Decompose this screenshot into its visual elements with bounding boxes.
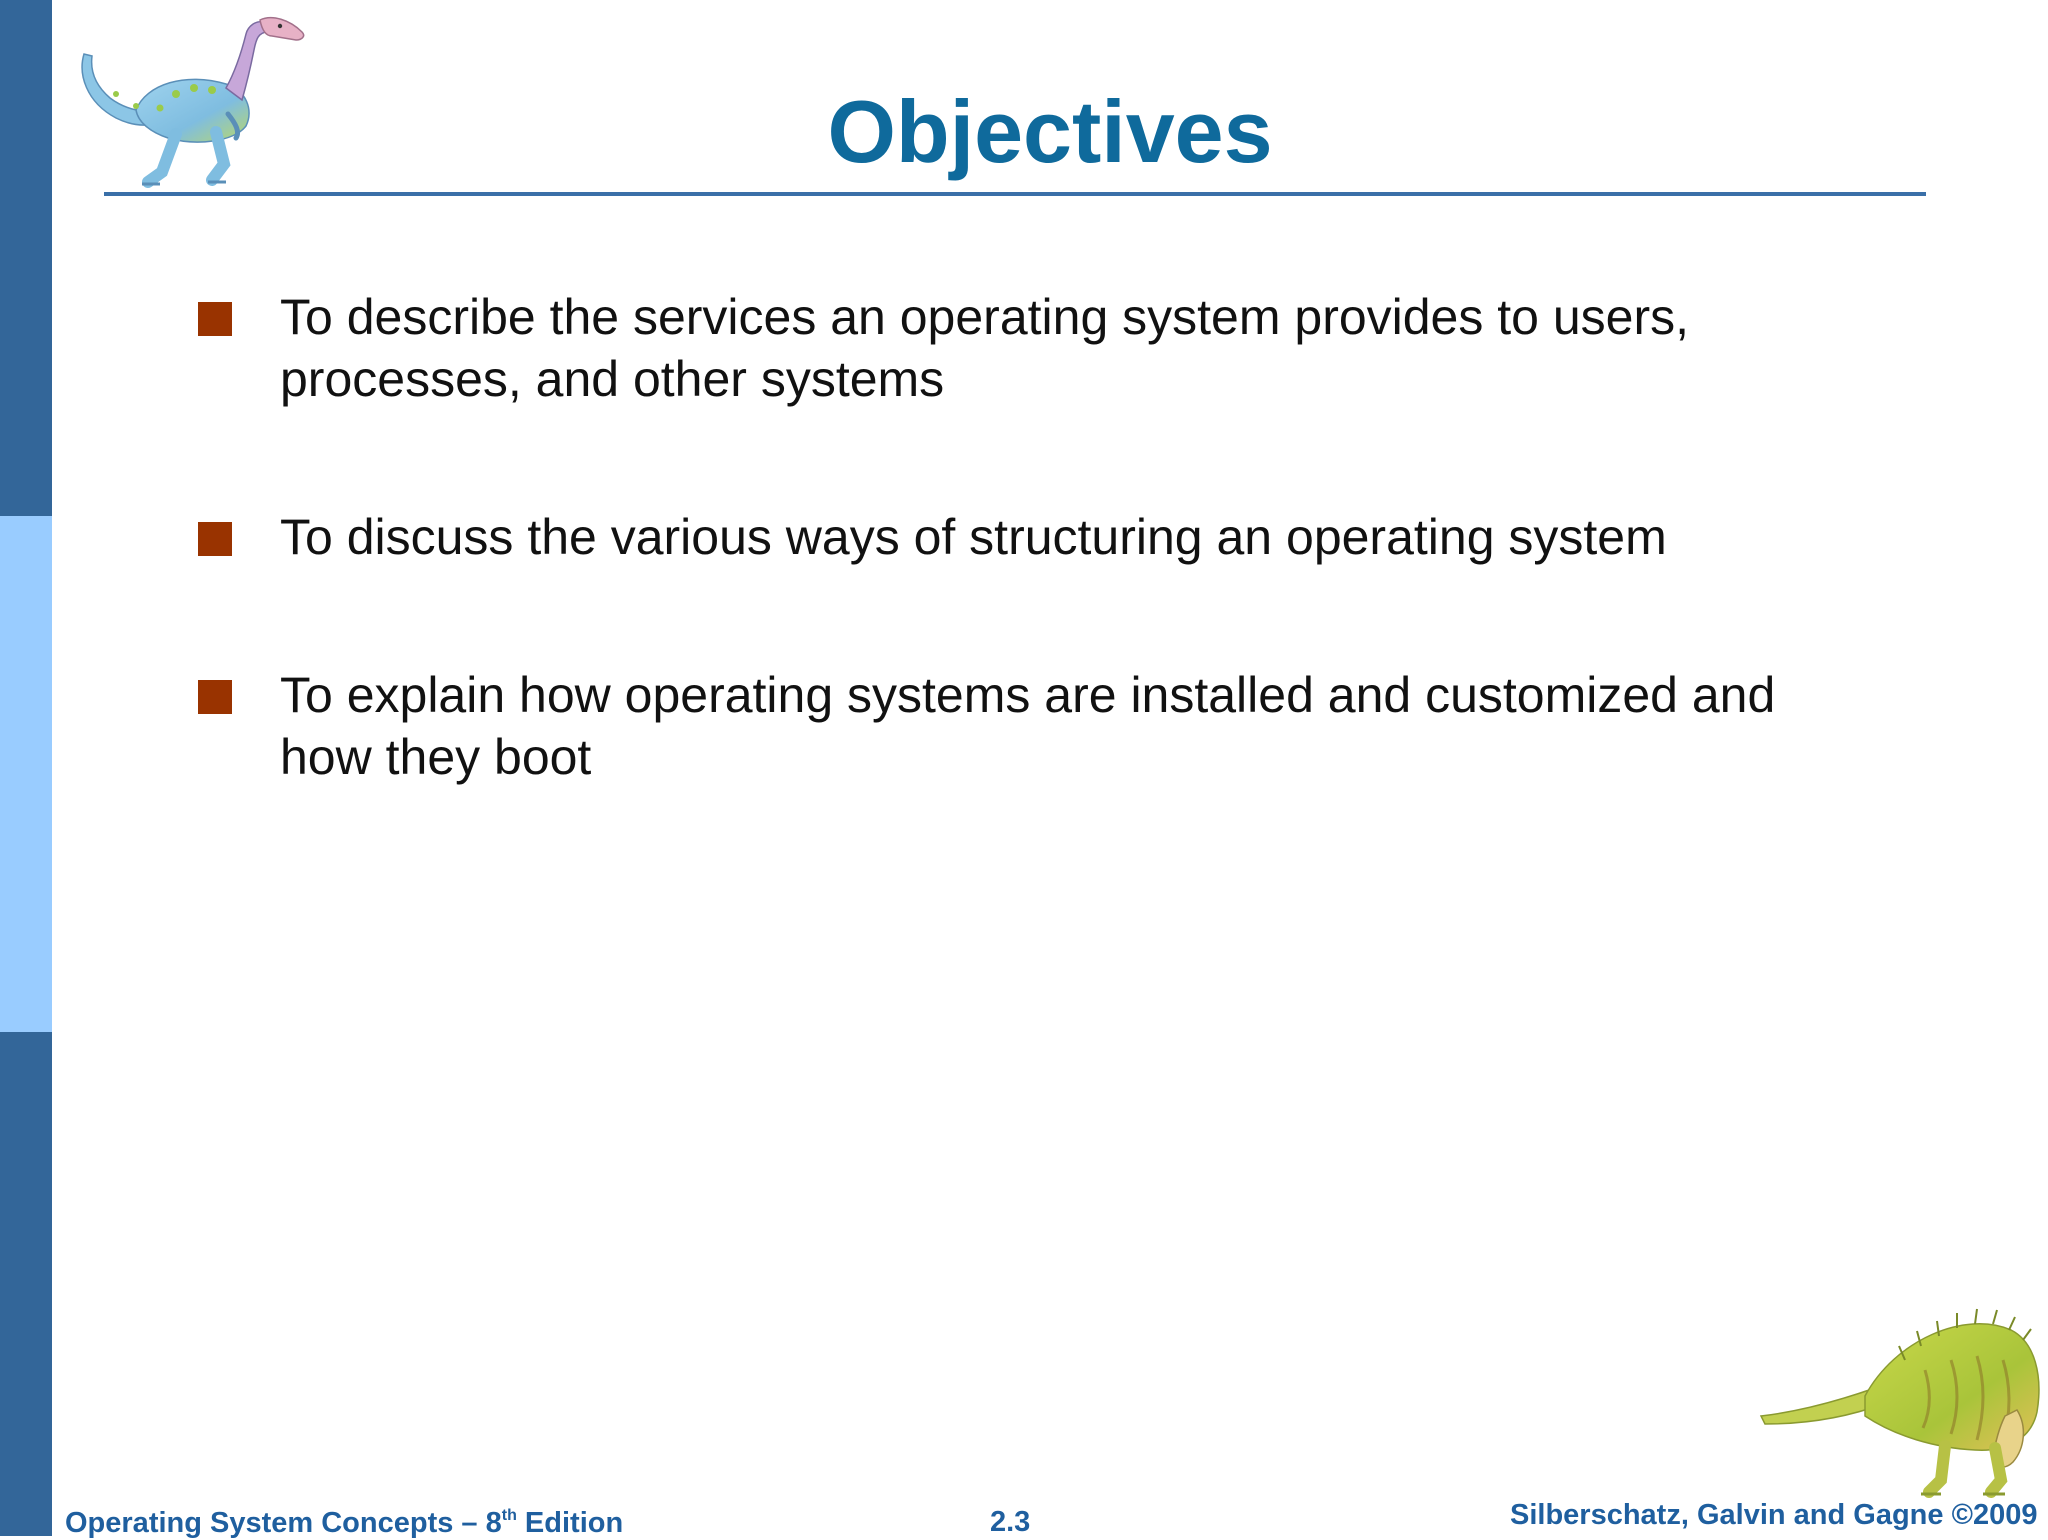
- left-sidebar-band: [0, 0, 52, 1536]
- title-underline: [104, 192, 1926, 196]
- objectives-list: [196, 286, 1876, 788]
- sidebar-segment-bottom: [0, 1032, 52, 1536]
- sidebar-segment-middle: [0, 516, 52, 1032]
- footer-edition-superscript: th: [501, 1507, 517, 1524]
- footer-book-title-text: Operating System Concepts – 8: [65, 1507, 502, 1539]
- footer-book-title: [65, 1507, 623, 1540]
- footer-page-number: 2.3: [990, 1506, 1031, 1538]
- square-bullet-icon: [198, 522, 232, 556]
- list-item: [196, 664, 1876, 788]
- square-bullet-icon: [198, 680, 232, 714]
- bullet-text: To explain how operating systems are installed and customized and how they boot: [280, 667, 1776, 785]
- footer-copyright: Silberschatz, Galvin and Gagne ©2009: [1510, 1499, 2038, 1531]
- list-item: [196, 286, 1876, 410]
- dinosaur-illustration-bottom: [1755, 1300, 2045, 1500]
- sidebar-segment-top: [0, 0, 52, 516]
- footer-edition-word: Edition: [516, 1507, 624, 1539]
- list-item: [196, 506, 1876, 568]
- bullet-text: To describe the services an operating system provides to users, processes, and other systems: [280, 289, 1690, 407]
- slide-title: Objectives: [827, 82, 1273, 181]
- bullet-text: To discuss the various ways of structuring an operating system: [280, 509, 1667, 565]
- square-bullet-icon: [198, 302, 232, 336]
